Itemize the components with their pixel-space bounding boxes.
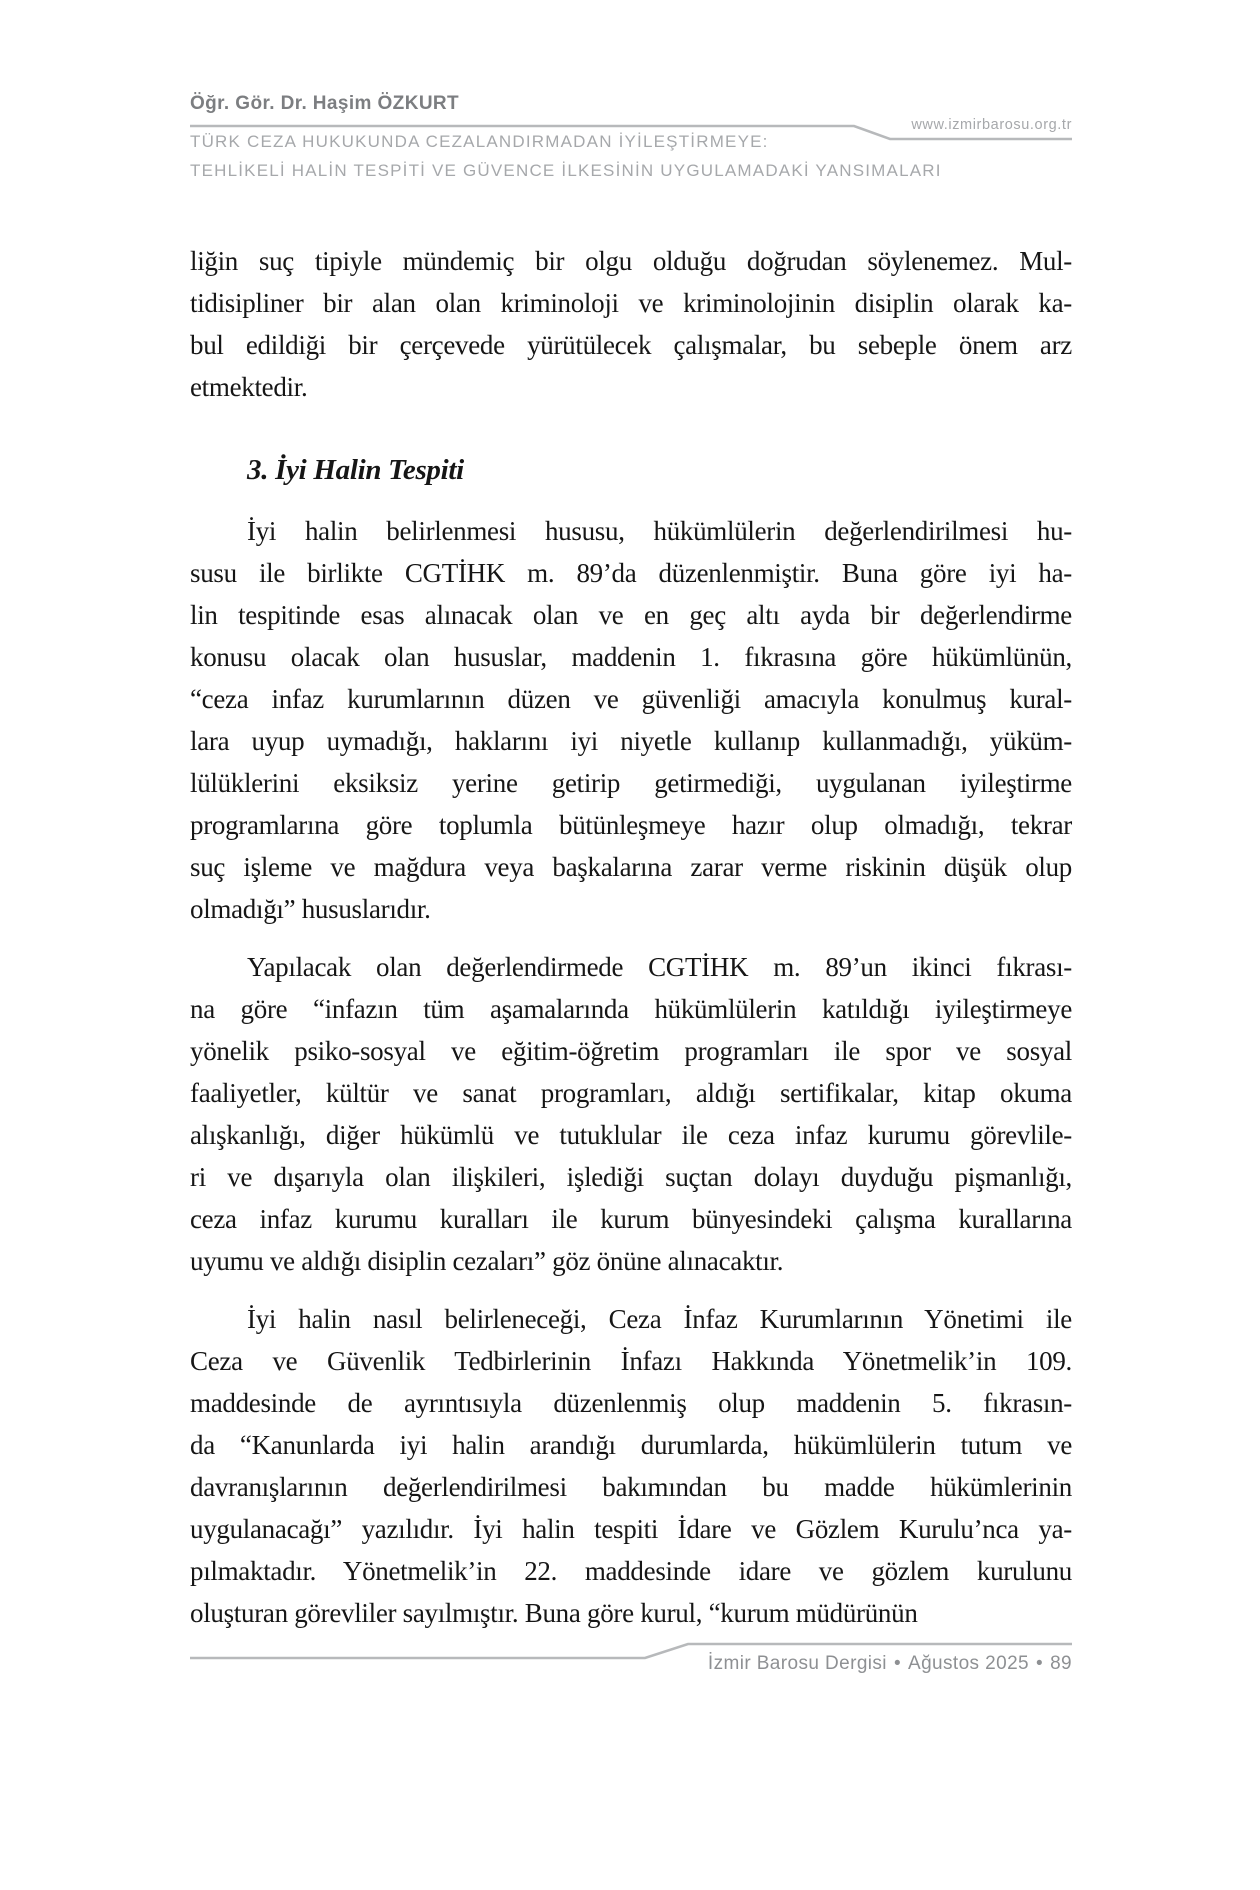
- paragraph: [190, 240, 1072, 408]
- footer-separator: •: [1036, 1653, 1044, 1674]
- text-line: alışkanlığı, diğer hükümlü ve tutuklular ile ceza infaz kurumu görevlile-: [190, 1120, 1072, 1150]
- text-line: pılmaktadır. Yönetmelik’in 22. maddesinde idare ve gözlem kurulunu: [190, 1556, 1072, 1586]
- article-title-line2: TEHLİKELİ HALİN TESPİTİ VE GÜVENCE İLKESİNİN UYGULAMADAKİ YANSIMALARI: [190, 161, 942, 180]
- text-line: bul edildiği bir çerçevede yürütülecek çalışmalar, bu sebeple önem arz: [190, 330, 1072, 360]
- text-line: faaliyetler, kültür ve sanat programları, aldığı sertifikalar, kitap okuma: [190, 1078, 1072, 1108]
- paragraph: [190, 946, 1072, 1282]
- text-line: davranışlarının değerlendirilmesi bakımından bu madde hükümlerinin: [190, 1472, 1072, 1502]
- text-line: da “Kanunlarda iyi halin arandığı durumlarda, hükümlülerin tutum ve: [190, 1430, 1072, 1460]
- text-line: etmektedir.: [190, 372, 308, 402]
- text-line: Yapılacak olan değerlendirmede CGTİHK m. 89’un ikinci fıkrası-: [247, 952, 1072, 982]
- section-heading: 3. İyi Halin Tespiti: [247, 454, 464, 486]
- text-line: konusu olacak olan hususlar, maddenin 1. fıkrasına göre hükümlünün,: [190, 642, 1072, 672]
- text-line: İyi halin nasıl belirleneceği, Ceza İnfaz Kurumlarının Yönetimi ile: [247, 1304, 1072, 1334]
- text-line: “ceza infaz kurumlarının düzen ve güvenliği amacıyla konulmuş kural-: [190, 684, 1072, 714]
- text-line: liğin suç tipiyle mündemiç bir olgu olduğu doğrudan söylenemez. Mul-: [190, 246, 1072, 276]
- paragraph: [190, 1298, 1072, 1634]
- text-line: lara uyup uymadığı, haklarını iyi niyetle kullanıp kullanmadığı, yüküm-: [190, 726, 1072, 756]
- text-line: maddesinde de ayrıntısıyla düzenlenmiş olup maddenin 5. fıkrasın-: [190, 1388, 1072, 1418]
- text-line: Ceza ve Güvenlik Tedbirlerinin İnfazı Hakkında Yönetmelik’in 109.: [190, 1346, 1072, 1376]
- text-line: lin tespitinde esas alınacak olan ve en geç altı ayda bir değerlendirme: [190, 600, 1072, 630]
- text-line: uyumu ve aldığı disiplin cezaları” göz önüne alınacaktır.: [190, 1246, 784, 1276]
- text-line: uygulanacağı” yazılıdır. İyi halin tespiti İdare ve Gözlem Kurulu’nca ya-: [190, 1514, 1072, 1544]
- text-line: olmadığı” hususlarıdır.: [190, 894, 431, 924]
- author-name: Öğr. Gör. Dr. Haşim ÖZKURT: [190, 93, 460, 114]
- text-line: susu ile birlikte CGTİHK m. 89’da düzenlenmiştir. Buna göre iyi ha-: [190, 558, 1072, 588]
- article-body: [190, 240, 1072, 1650]
- text-line: ceza infaz kurumu kuralları ile kurum bünyesindeki çalışma kurallarına: [190, 1204, 1072, 1234]
- text-line: programlarına göre toplumla bütünleşmeye hazır olup olmadığı, tekrar: [190, 810, 1072, 840]
- text-line: lülüklerini eksiksiz yerine getirip getirmediği, uygulanan iyileştirme: [190, 768, 1072, 798]
- text-line: yönelik psiko-sosyal ve eğitim-öğretim programları ile spor ve sosyal: [190, 1036, 1072, 1066]
- issue-date: Ağustos 2025: [908, 1653, 1029, 1674]
- text-line: oluşturan görevliler sayılmıştır. Buna göre kurul, “kurum müdürünün: [190, 1598, 918, 1628]
- text-line: na göre “infazın tüm aşamalarında hükümlülerin katıldığı iyileştirmeye: [190, 994, 1072, 1024]
- journal-name: İzmir Barosu Dergisi: [707, 1653, 887, 1674]
- text-line: ri ve dışarıyla olan ilişkileri, işlediği suçtan dolayı duyduğu pişmanlığı,: [190, 1162, 1072, 1192]
- footer-separator: •: [893, 1653, 901, 1674]
- text-line: suç işleme ve mağdura veya başkalarına zarar verme riskinin düşük olup: [190, 852, 1072, 882]
- website-url: www.izmirbarosu.org.tr: [911, 117, 1072, 133]
- text-line: İyi halin belirlenmesi hususu, hükümlülerin değerlendirilmesi hu-: [247, 516, 1072, 546]
- page-number: 89: [1050, 1653, 1072, 1674]
- paragraph: [190, 510, 1072, 930]
- article-title-line1: TÜRK CEZA HUKUKUNDA CEZALANDIRMADAN İYİLEŞTİRMEYE:: [190, 132, 769, 151]
- text-line: tidisipliner bir alan olan kriminoloji ve kriminolojinin disiplin olarak ka-: [190, 288, 1072, 318]
- page-footer: [708, 1653, 1072, 1675]
